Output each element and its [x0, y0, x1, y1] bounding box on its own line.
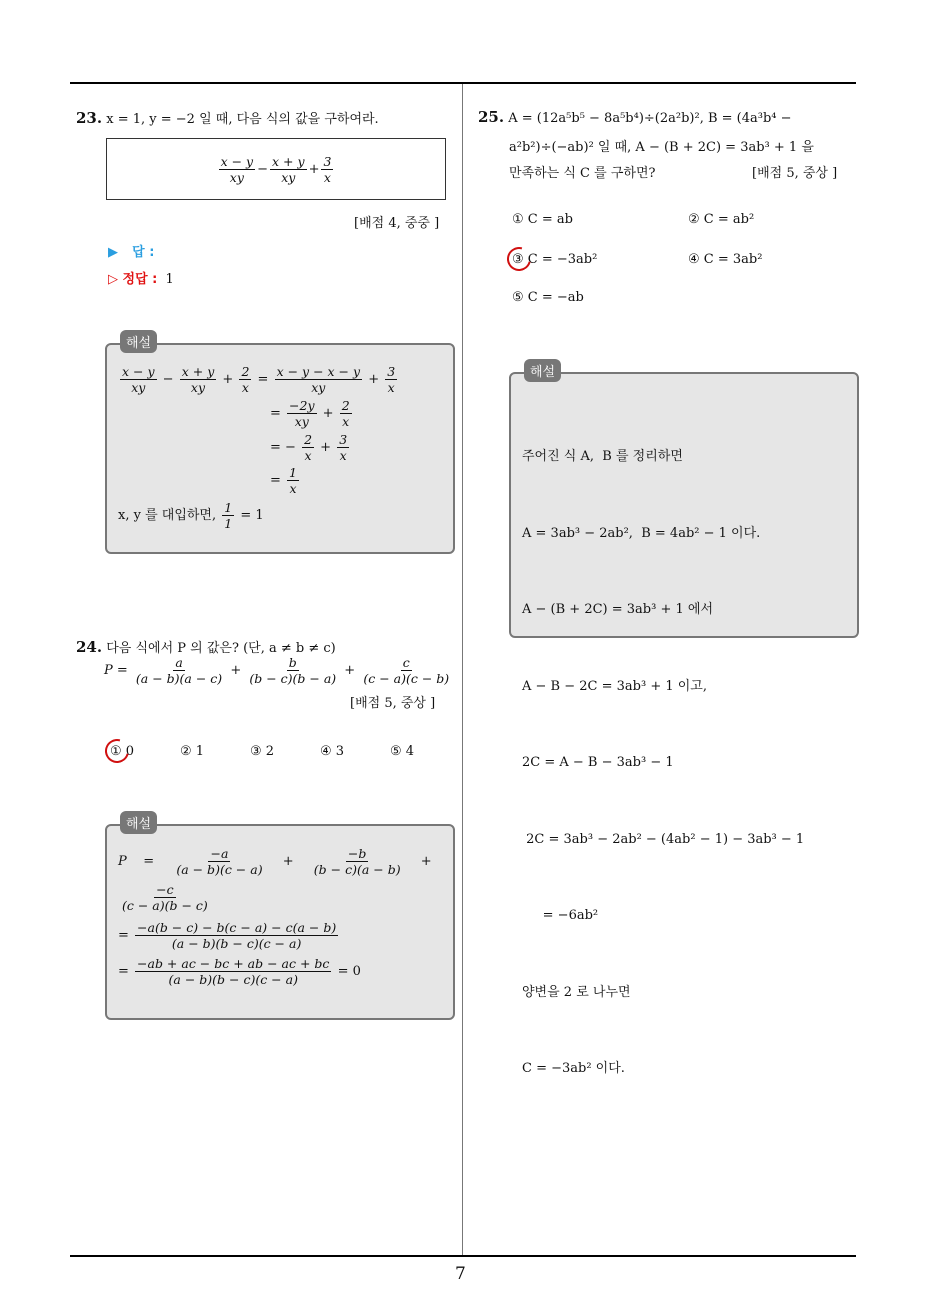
- text: = 1: [240, 508, 264, 523]
- fraction: [312, 846, 403, 877]
- numerator: −c: [156, 882, 174, 897]
- numerator: −ab + ac − bc + ab − ac + bc: [137, 956, 330, 971]
- play-arrow-icon: ▶: [108, 245, 118, 260]
- q25-number: 25.: [478, 108, 505, 126]
- choice-4[interactable]: ④ 3: [320, 744, 345, 759]
- text: = 0: [337, 964, 361, 979]
- q24-sol-line-4: = $\frac{-ab + ac - bc + ab - ac + bc}{(a - b)(b - c)(c - a)}$ = 0: [118, 956, 361, 987]
- sol-line: = −6ab²: [522, 908, 599, 923]
- sol-line: 2C = A − B − 3ab³ − 1: [522, 755, 674, 770]
- q24-solution-tag: 해설: [120, 811, 157, 834]
- denominator: x: [304, 448, 312, 463]
- numerator: b: [288, 655, 297, 670]
- q25-score: [배점 5, 중상 ]: [752, 166, 838, 181]
- q23-sol-line-5: [118, 500, 264, 531]
- q23-sol-line-3: = − $\frac{2}{x}$ + $\frac{3}{x}$: [270, 432, 348, 463]
- numerator: −b: [347, 846, 367, 861]
- lhs: P =: [104, 663, 128, 678]
- q23-solution-tag: 해설: [120, 330, 157, 353]
- equals: =: [257, 372, 269, 387]
- q24-header: [76, 637, 336, 656]
- q23-sol-line-2: = $\frac{-2y}{xy}$ + $\frac{2}{x}$: [270, 398, 350, 429]
- fraction: [180, 364, 217, 395]
- numerator: x + y: [181, 364, 215, 379]
- equals: =: [270, 473, 281, 488]
- denominator: (a − b)(a − c): [135, 671, 223, 686]
- q25-header: [478, 108, 792, 126]
- q23-fraction-3: [321, 154, 333, 185]
- sol-line: A = 3ab³ − 2ab², B = 4ab² − 1 이다.: [522, 525, 761, 541]
- answer-label: 답 :: [132, 245, 155, 260]
- fraction: [275, 364, 362, 395]
- q24-sol-line-1: P = $\frac{-a}{(a - b)(c - a)}$ + $\frac{-b}{(b - c)(a - b)}$ +: [118, 846, 432, 877]
- denominator: (a − b)(b − c)(c − a): [168, 972, 298, 987]
- sol-line: 주어진 식 A, B 를 정리하면: [522, 449, 683, 464]
- numerator: 2: [341, 398, 350, 413]
- q23-sol-line-1: $\frac{x - y}{xy}$ − $\frac{x + y}{xy}$ + $\frac{2}{x}$ = $\frac{x - y - x - y}{xy}$ + $\frac{3}{x}$: [122, 364, 396, 395]
- numerator: x − y − x − y: [276, 364, 361, 379]
- numerator: 3: [339, 432, 348, 447]
- equals: =: [270, 406, 281, 421]
- choice-2[interactable]: ② C = ab²: [688, 212, 755, 227]
- fraction: [120, 882, 210, 913]
- q25-solution-tag: 해설: [524, 359, 561, 382]
- denominator: x: [339, 448, 347, 463]
- text: x, y 를 대입하면,: [118, 508, 217, 523]
- q23-number: 23.: [76, 109, 103, 127]
- sol-line: 양변을 2 로 나누면: [522, 984, 631, 1000]
- q24-prompt: 다음 식에서 P 의 값은? (단, a ≠ b ≠ c): [106, 641, 336, 656]
- q25-prompt-line-2: a²b²)÷(−ab)² 일 때, A − (B + 2C) = 3ab³ + 1 을: [509, 140, 814, 155]
- numerator: x − y: [122, 364, 155, 379]
- q23-fraction-1: [219, 154, 256, 185]
- fraction: [287, 465, 299, 496]
- denominator: xy: [131, 380, 146, 395]
- bottom-rule: [70, 1255, 856, 1257]
- q23-sol-line-4: [270, 465, 301, 496]
- fraction: [287, 398, 317, 429]
- q23-answer-row: [108, 241, 154, 260]
- q24-sol-line-2: [118, 882, 212, 913]
- choice-1[interactable]: ① C = ab: [512, 212, 573, 227]
- numerator: −a(b − c) − b(c − a) − c(a − b): [137, 920, 337, 935]
- sol-line: A − B − 2C = 3ab³ + 1 이고,: [522, 678, 707, 694]
- q25-solution-lines: [522, 393, 804, 1107]
- denominator: x: [241, 380, 249, 395]
- denominator: 1: [224, 516, 233, 531]
- fraction: [174, 846, 264, 877]
- denominator: (a − b)(b − c)(c − a): [171, 936, 302, 951]
- choice-2[interactable]: ② 1: [180, 744, 205, 759]
- q24-expression: P = $\frac{a}{(a - b)(a - c)}$ + $\frac{b}{(b - c)(b - a)}$ + $\frac{c}{(c - a)(c - b)}$: [104, 655, 450, 686]
- denominator: (c − a)(c − b): [363, 671, 450, 686]
- denominator: xy: [294, 414, 309, 429]
- denominator: xy: [311, 380, 326, 395]
- correct-label: ▷ 정답 :: [108, 272, 158, 287]
- fraction: [222, 500, 234, 531]
- fraction: [340, 398, 352, 429]
- fraction: [135, 956, 331, 987]
- numerator: x + y: [272, 153, 305, 169]
- sol-line: 2C = 3ab³ − 2ab² − (4ab² − 1) − 3ab³ − 1: [522, 831, 805, 847]
- q23-expression-box: [106, 138, 446, 200]
- fraction: [120, 364, 157, 395]
- q25-prompt-line-3: 만족하는 식 C 를 구하면?: [509, 166, 656, 181]
- numerator: c: [402, 655, 410, 670]
- denominator: x: [387, 380, 395, 395]
- fraction: [247, 655, 338, 686]
- q23-header: [76, 108, 379, 127]
- fraction: [135, 920, 338, 951]
- fraction: [361, 655, 451, 686]
- denominator: x: [342, 414, 350, 429]
- fraction: [302, 432, 314, 463]
- column-divider: [462, 84, 463, 1256]
- denominator: x: [323, 169, 331, 185]
- denominator: (b − c)(a − b): [313, 862, 401, 877]
- sol-line: A − (B + 2C) = 3ab³ + 1 에서: [522, 602, 714, 617]
- denominator: xy: [190, 380, 206, 395]
- q24-sol-line-3: = $\frac{-a(b - c) - b(c - a) - c(a - b)}{(a - b)(b - c)(c - a)}$: [118, 920, 337, 951]
- numerator: 3: [323, 153, 332, 169]
- choice-5[interactable]: ⑤ C = −ab: [512, 290, 584, 305]
- denominator: (c − a)(b − c): [122, 898, 208, 913]
- q24-score: [배점 5, 중상 ]: [350, 696, 436, 711]
- lhs: P =: [118, 854, 155, 869]
- fraction: [337, 432, 349, 463]
- q23-score: [배점 4, 중중 ]: [354, 216, 440, 231]
- numerator: −2y: [289, 398, 315, 413]
- numerator: 2: [241, 364, 250, 379]
- denominator: (a − b)(c − a): [176, 862, 263, 877]
- equals: = −: [270, 440, 296, 455]
- numerator: −a: [210, 846, 229, 861]
- operator: −: [257, 161, 269, 177]
- choice-5[interactable]: ⑤ 4: [390, 744, 415, 759]
- q24-choices: [110, 744, 440, 764]
- choice-3[interactable]: ③ 2: [250, 744, 275, 759]
- q23-correct-row: [108, 268, 174, 287]
- numerator: 2: [304, 432, 313, 447]
- correct-value: 1: [165, 272, 174, 287]
- operator: +: [308, 161, 320, 177]
- sol-line: C = −3ab² 이다.: [522, 1061, 625, 1076]
- choice-4[interactable]: ④ C = 3ab²: [688, 252, 763, 267]
- numerator: x − y: [220, 153, 254, 169]
- fraction: [385, 364, 397, 395]
- numerator: 3: [387, 364, 396, 379]
- numerator: 1: [224, 500, 233, 515]
- numerator: 1: [289, 465, 297, 480]
- denominator: x: [289, 481, 297, 496]
- numerator: a: [175, 655, 183, 670]
- choice-3[interactable]: ③ C = −3ab²: [512, 252, 598, 267]
- q23-fraction-2: [270, 154, 307, 185]
- q23-prompt: x = 1, y = −2 일 때, 다음 식의 값을 구하여라.: [106, 112, 379, 127]
- choice-1[interactable]: ① 0: [110, 744, 135, 759]
- top-rule: [70, 82, 856, 84]
- q25-prompt-line-1: A = (12a⁵b⁵ − 8a⁵b⁴)÷(2a²b)², B = (4a³b⁴ −: [508, 111, 792, 126]
- fraction: [134, 655, 224, 686]
- q25-choices: [512, 212, 852, 312]
- denominator: (b − c)(b − a): [249, 671, 337, 686]
- denominator: xy: [229, 169, 244, 185]
- page-number: 7: [455, 1264, 466, 1284]
- q24-number: 24.: [76, 638, 103, 656]
- fraction: [239, 364, 251, 395]
- denominator: xy: [281, 169, 296, 185]
